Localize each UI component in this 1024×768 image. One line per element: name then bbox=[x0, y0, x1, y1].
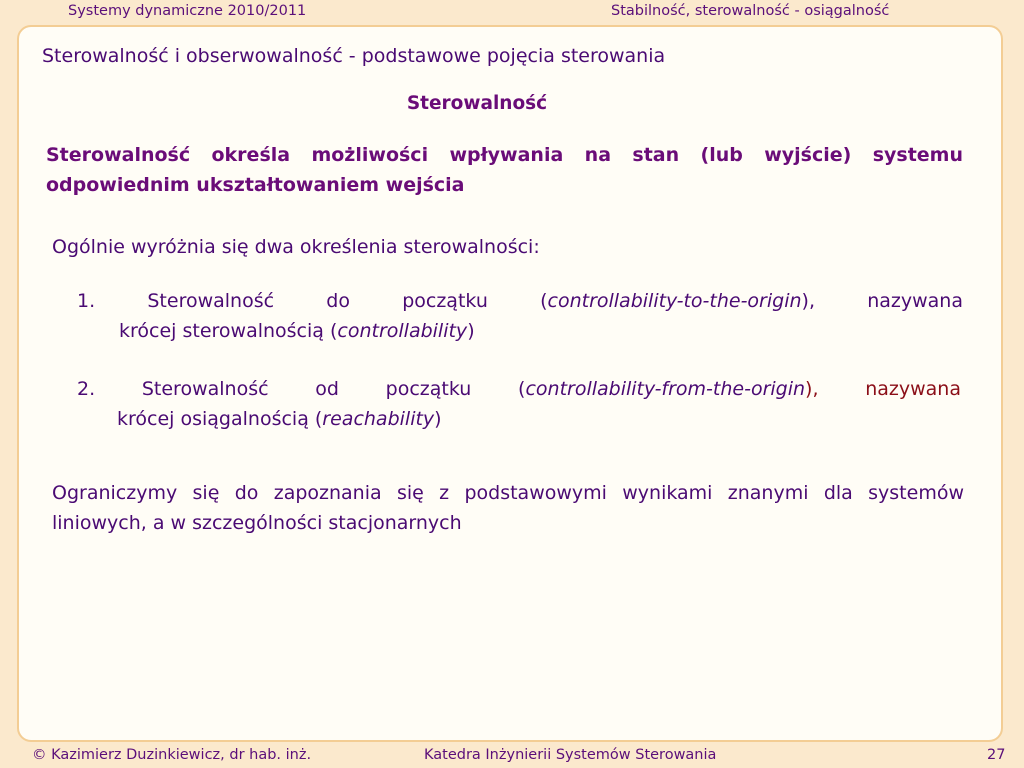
header-topic: Stabilność, sterowalność - osiągalność bbox=[611, 3, 890, 19]
list-item-text: Sterowalność do początku ( bbox=[147, 290, 548, 312]
list-item-line-2 bbox=[77, 404, 961, 434]
list-item-text: ) bbox=[434, 408, 442, 430]
list-item-term: controllability bbox=[337, 320, 468, 342]
slide-panel bbox=[17, 25, 1003, 742]
list-number: 1. bbox=[77, 290, 96, 312]
list-item-line-1 bbox=[77, 286, 963, 316]
list-item-text: krócej osiągalnością ( bbox=[117, 408, 323, 430]
list-item-term: reachability bbox=[322, 408, 435, 430]
list-item-reachability bbox=[77, 374, 961, 434]
conclusion-text: Ograniczymy się do zapoznania się z podstawowymi wynikami znanymi dla systemów liniowych, a w szczególności stacjonarnych bbox=[52, 482, 964, 534]
header-course-title: Systemy dynamiczne 2010/2011 bbox=[68, 3, 307, 19]
list-item-text: Sterowalność od początku ( bbox=[141, 378, 526, 400]
footer-department: Katedra Inżynierii Systemów Sterowania bbox=[424, 747, 717, 763]
list-item-controllability bbox=[77, 286, 963, 346]
list-item-line-2 bbox=[77, 316, 963, 346]
list-item-line-1 bbox=[77, 374, 961, 404]
list-item-text: ), nazywana bbox=[801, 290, 963, 312]
list-item-term: controllability-to-the-origin bbox=[547, 290, 802, 312]
slide-subtitle: Sterowalność bbox=[406, 93, 548, 114]
list-item-text: ) bbox=[467, 320, 475, 342]
page-number: 27 bbox=[987, 747, 1006, 763]
footer-author: © Kazimierz Duzinkiewicz, dr hab. inż. bbox=[32, 747, 312, 763]
slide-title: Sterowalność i obserwowalność - podstawowe pojęcia sterowania bbox=[42, 45, 666, 67]
list-item-text-accent: ), nazywana bbox=[805, 378, 961, 400]
list-item-term: controllability-from-the-origin bbox=[525, 378, 806, 400]
definition-text: Sterowalność określa możliwości wpływania na stan (lub wyjście) systemu odpowiednim ukształtowaniem wejścia bbox=[46, 144, 963, 196]
intro-text: Ogólnie wyróżnia się dwa określenia sterowalności: bbox=[52, 236, 540, 258]
list-number: 2. bbox=[77, 378, 96, 400]
list-item-text: krócej sterowalnością ( bbox=[119, 320, 338, 342]
